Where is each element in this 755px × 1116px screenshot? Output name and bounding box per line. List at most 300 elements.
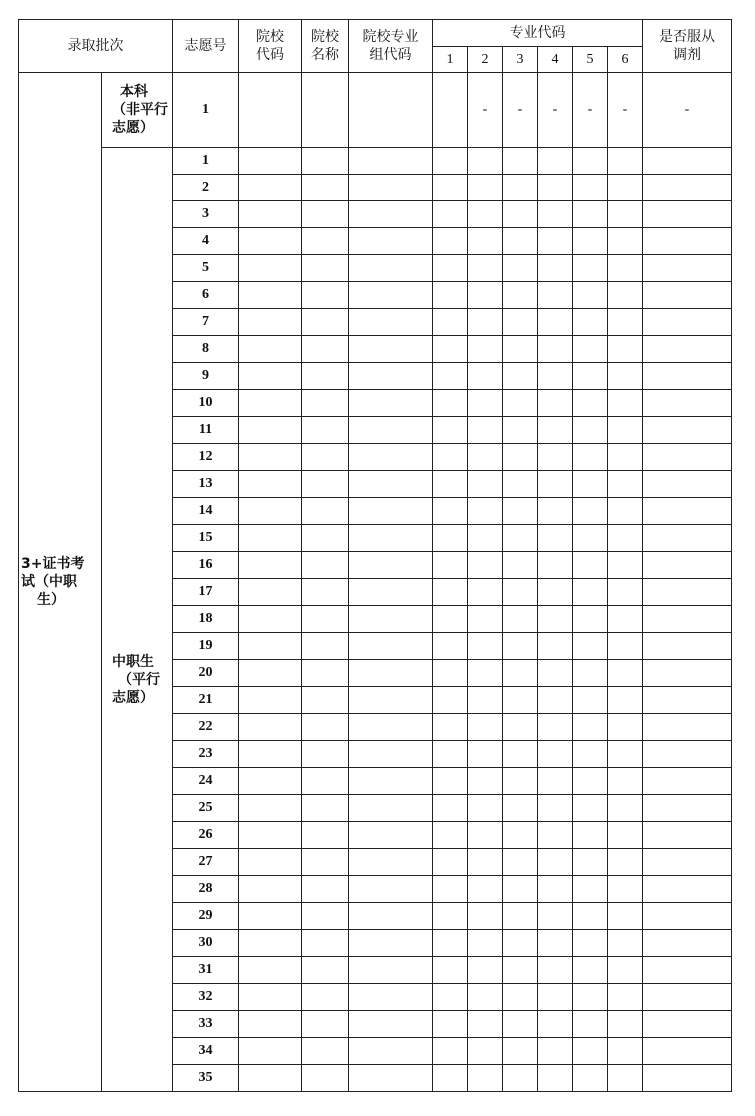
group-code-field[interactable] [349,876,433,903]
group-code-field[interactable] [349,471,433,498]
major-code-field[interactable] [433,1038,468,1065]
adjust-field[interactable] [643,957,732,984]
major-code-field[interactable] [573,687,608,714]
major-code-field[interactable] [433,687,468,714]
school-name-field[interactable] [302,336,349,363]
major-code-field[interactable] [468,741,503,768]
major-code-field[interactable] [468,579,503,606]
major-code-field[interactable] [573,201,608,228]
major-code-field[interactable] [433,795,468,822]
major-code-field[interactable] [468,201,503,228]
adjust-field[interactable] [643,660,732,687]
school-code-field[interactable] [239,1038,302,1065]
school-code-field[interactable] [239,255,302,282]
major-code-field[interactable] [538,768,573,795]
major-code-field[interactable] [503,903,538,930]
adjust-field[interactable] [643,309,732,336]
major-code-field[interactable] [503,1011,538,1038]
major-code-field[interactable] [503,228,538,255]
major-code-field[interactable] [608,1038,643,1065]
major-code-field[interactable] [468,552,503,579]
major-code-field[interactable] [538,957,573,984]
major-code-field[interactable] [433,1065,468,1092]
major-code-field[interactable] [608,363,643,390]
major-code-field[interactable] [608,903,643,930]
major-code-field[interactable] [433,1011,468,1038]
major-code-field[interactable] [468,957,503,984]
school-code-field[interactable] [239,687,302,714]
adjust-field[interactable] [643,1038,732,1065]
major-code-field[interactable] [573,336,608,363]
major-code-field[interactable] [573,903,608,930]
adjust-field[interactable] [643,903,732,930]
adjust-field[interactable] [643,795,732,822]
major-code-field[interactable] [573,768,608,795]
major-code-field[interactable] [573,228,608,255]
school-code-field[interactable] [239,1065,302,1092]
major-code-field[interactable] [538,1011,573,1038]
group-code-field[interactable] [349,903,433,930]
major-code-field[interactable] [608,471,643,498]
adjust-field[interactable] [643,336,732,363]
major-code-field[interactable] [503,579,538,606]
major-code-field[interactable] [433,552,468,579]
school-code-field[interactable] [239,336,302,363]
major-code-field[interactable] [468,417,503,444]
group-code-field[interactable] [349,687,433,714]
school-code-field[interactable] [239,498,302,525]
school-code-field[interactable] [239,903,302,930]
major-code-field[interactable] [573,1038,608,1065]
major-code-field[interactable] [433,903,468,930]
major-code-field[interactable] [468,471,503,498]
major-code-field[interactable] [608,660,643,687]
school-name-field[interactable] [302,498,349,525]
major-code-field[interactable] [503,849,538,876]
major-code-field[interactable] [468,687,503,714]
major-code-field[interactable] [503,1065,538,1092]
major-code-field[interactable] [573,876,608,903]
major-code-field[interactable] [538,714,573,741]
major-code-field[interactable] [433,390,468,417]
adjust-field[interactable] [643,930,732,957]
major-code-field[interactable] [573,957,608,984]
major-code-field[interactable] [503,795,538,822]
school-code-field[interactable] [239,741,302,768]
major-code-field[interactable] [503,552,538,579]
group-code-field[interactable] [349,795,433,822]
major-code-field[interactable] [538,175,573,201]
school-name-field[interactable] [302,552,349,579]
major-code-field[interactable] [608,525,643,552]
major-code-field[interactable] [573,795,608,822]
adjust-field[interactable] [643,525,732,552]
major-code-field[interactable] [573,471,608,498]
major-code-field[interactable] [468,1038,503,1065]
adjust-field[interactable] [643,282,732,309]
major-code-field[interactable] [433,309,468,336]
major-code-field[interactable] [538,876,573,903]
major-code-field[interactable] [573,175,608,201]
major-code-field[interactable] [608,336,643,363]
school-name-field[interactable] [302,148,349,175]
school-name-field[interactable] [302,255,349,282]
adjust-field[interactable] [643,390,732,417]
major-code-field[interactable] [468,336,503,363]
adjust-field[interactable] [643,228,732,255]
adjust-field[interactable] [643,498,732,525]
major-code-field[interactable] [503,822,538,849]
major-code-field[interactable] [468,768,503,795]
school-name-field[interactable] [302,471,349,498]
major-code-field[interactable] [608,1065,643,1092]
school-name-field[interactable] [302,903,349,930]
group-code-field[interactable] [349,714,433,741]
major-code-field[interactable] [468,1011,503,1038]
school-code-field[interactable] [239,309,302,336]
group-code-field[interactable] [349,282,433,309]
adjust-field[interactable] [643,633,732,660]
school-code-field[interactable] [239,1011,302,1038]
major-code-field[interactable] [608,255,643,282]
major-code-field[interactable] [538,444,573,471]
group-code-field[interactable] [349,73,433,148]
major-code-field[interactable] [573,633,608,660]
school-name-field[interactable] [302,660,349,687]
major-code-field[interactable] [608,417,643,444]
major-code-field[interactable] [538,336,573,363]
major-code-field[interactable] [433,849,468,876]
major-code-field[interactable] [433,633,468,660]
school-name-field[interactable] [302,849,349,876]
major-code-field[interactable] [538,363,573,390]
major-code-field[interactable] [538,822,573,849]
major-code-field[interactable] [433,363,468,390]
major-code-field[interactable] [468,795,503,822]
school-code-field[interactable] [239,849,302,876]
major-code-field[interactable] [468,930,503,957]
school-code-field[interactable] [239,228,302,255]
major-code-field[interactable] [468,984,503,1011]
adjust-field[interactable] [643,417,732,444]
major-code-field[interactable] [468,606,503,633]
school-code-field[interactable] [239,795,302,822]
school-code-field[interactable] [239,930,302,957]
school-name-field[interactable] [302,1065,349,1092]
adjust-field[interactable] [643,822,732,849]
major-code-field[interactable] [573,741,608,768]
major-code-field[interactable] [608,687,643,714]
major-code-field[interactable] [608,228,643,255]
major-code-field[interactable] [538,930,573,957]
group-code-field[interactable] [349,822,433,849]
school-code-field[interactable] [239,471,302,498]
group-code-field[interactable] [349,444,433,471]
school-code-field[interactable] [239,579,302,606]
major-code-field[interactable] [538,849,573,876]
major-code-field[interactable] [573,579,608,606]
adjust-field[interactable] [643,444,732,471]
school-name-field[interactable] [302,228,349,255]
major-code-field[interactable] [573,363,608,390]
major-code-field[interactable] [433,336,468,363]
major-code-field[interactable] [433,606,468,633]
major-code-field[interactable] [573,930,608,957]
school-name-field[interactable] [302,930,349,957]
major-code-field[interactable] [433,822,468,849]
school-name-field[interactable] [302,957,349,984]
major-code-field[interactable] [503,984,538,1011]
major-code-field[interactable] [538,579,573,606]
group-code-field[interactable] [349,175,433,201]
major-code-field[interactable] [433,148,468,175]
major-code-field[interactable] [503,471,538,498]
major-code-field[interactable] [538,741,573,768]
major-code-field[interactable] [573,148,608,175]
adjust-field[interactable] [643,687,732,714]
major-code-field[interactable] [433,579,468,606]
major-code-field[interactable] [468,849,503,876]
major-code-field[interactable] [433,984,468,1011]
school-code-field[interactable] [239,148,302,175]
major-code-field[interactable] [503,930,538,957]
major-code-field[interactable] [468,444,503,471]
major-code-field[interactable] [433,228,468,255]
major-code-field[interactable] [503,309,538,336]
major-code-field[interactable] [573,552,608,579]
major-code-field[interactable] [573,390,608,417]
group-code-field[interactable] [349,552,433,579]
major-code-field[interactable] [573,714,608,741]
school-code-field[interactable] [239,525,302,552]
major-code-field[interactable] [433,201,468,228]
group-code-field[interactable] [349,498,433,525]
major-code-field[interactable] [608,282,643,309]
major-code-field[interactable] [573,822,608,849]
school-name-field[interactable] [302,579,349,606]
major-code-field[interactable] [608,849,643,876]
group-code-field[interactable] [349,525,433,552]
major-code-field[interactable] [468,309,503,336]
major-code-field[interactable] [538,687,573,714]
major-code-field[interactable] [538,228,573,255]
major-code-field[interactable] [573,1011,608,1038]
major-code-field[interactable] [503,363,538,390]
school-code-field[interactable] [239,552,302,579]
school-name-field[interactable] [302,73,349,148]
major-code-field[interactable] [608,148,643,175]
group-code-field[interactable] [349,606,433,633]
school-name-field[interactable] [302,175,349,201]
group-code-field[interactable] [349,309,433,336]
adjust-field[interactable] [643,552,732,579]
group-code-field[interactable] [349,1038,433,1065]
school-name-field[interactable] [302,390,349,417]
school-name-field[interactable] [302,768,349,795]
major-code-field[interactable] [608,175,643,201]
school-name-field[interactable] [302,984,349,1011]
school-code-field[interactable] [239,606,302,633]
major-code-field[interactable] [468,876,503,903]
school-code-field[interactable] [239,175,302,201]
major-code-field[interactable] [538,148,573,175]
adjust-field[interactable] [643,363,732,390]
major-code-field[interactable] [503,148,538,175]
school-name-field[interactable] [302,606,349,633]
group-code-field[interactable] [349,1065,433,1092]
major-code-field[interactable] [433,471,468,498]
group-code-field[interactable] [349,741,433,768]
school-code-field[interactable] [239,633,302,660]
major-code-field[interactable] [433,930,468,957]
major-code-field[interactable] [608,957,643,984]
major-code-field[interactable] [608,552,643,579]
school-code-field[interactable] [239,201,302,228]
major-code-field[interactable] [573,849,608,876]
major-code-field[interactable] [538,984,573,1011]
major-code-field[interactable] [538,309,573,336]
adjust-field[interactable] [643,606,732,633]
major-code-field[interactable] [608,606,643,633]
major-code-field[interactable] [468,714,503,741]
major-code-field[interactable] [573,309,608,336]
major-code-field[interactable] [608,768,643,795]
school-name-field[interactable] [302,741,349,768]
school-code-field[interactable] [239,73,302,148]
adjust-field[interactable] [643,768,732,795]
group-code-field[interactable] [349,660,433,687]
group-code-field[interactable] [349,201,433,228]
major-code-field[interactable] [503,741,538,768]
school-code-field[interactable] [239,660,302,687]
school-name-field[interactable] [302,201,349,228]
major-code-field[interactable] [468,903,503,930]
major-code-field[interactable] [608,390,643,417]
major-code-field[interactable] [573,498,608,525]
group-code-field[interactable] [349,148,433,175]
group-code-field[interactable] [349,957,433,984]
school-code-field[interactable] [239,876,302,903]
major-code-field[interactable] [608,309,643,336]
school-name-field[interactable] [302,444,349,471]
major-code-field[interactable] [468,660,503,687]
school-code-field[interactable] [239,984,302,1011]
major-code-field[interactable] [503,525,538,552]
adjust-field[interactable] [643,984,732,1011]
major-code-field[interactable] [433,660,468,687]
major-code-field[interactable] [468,228,503,255]
major-code-field[interactable] [433,417,468,444]
school-code-field[interactable] [239,768,302,795]
major-code-field[interactable] [468,1065,503,1092]
major-code-field[interactable] [608,1011,643,1038]
adjust-field[interactable] [643,849,732,876]
school-name-field[interactable] [302,876,349,903]
major-code-field[interactable] [468,498,503,525]
group-code-field[interactable] [349,417,433,444]
school-name-field[interactable] [302,687,349,714]
major-code-field[interactable] [538,660,573,687]
group-code-field[interactable] [349,849,433,876]
group-code-field[interactable] [349,255,433,282]
adjust-field[interactable] [643,876,732,903]
adjust-field[interactable] [643,255,732,282]
school-code-field[interactable] [239,957,302,984]
school-name-field[interactable] [302,525,349,552]
major-code-field[interactable] [503,687,538,714]
school-code-field[interactable] [239,282,302,309]
major-code-field[interactable] [573,525,608,552]
group-code-field[interactable] [349,228,433,255]
major-code-field[interactable] [468,390,503,417]
major-code-field[interactable] [573,282,608,309]
major-code-field[interactable] [573,444,608,471]
major-code-field[interactable] [538,1065,573,1092]
major-code-field[interactable] [503,714,538,741]
school-name-field[interactable] [302,633,349,660]
major-code-field[interactable] [608,822,643,849]
major-code-field[interactable] [503,282,538,309]
major-code-field[interactable] [538,633,573,660]
adjust-field[interactable] [643,579,732,606]
major-code-field[interactable] [468,148,503,175]
group-code-field[interactable] [349,579,433,606]
major-code-field[interactable] [608,444,643,471]
major-code-field[interactable] [468,525,503,552]
major-code-field[interactable] [503,606,538,633]
school-name-field[interactable] [302,1011,349,1038]
major-code-field[interactable] [503,255,538,282]
major-code-field[interactable] [433,957,468,984]
major-code-field[interactable] [573,660,608,687]
major-code-field[interactable] [503,633,538,660]
major-code-field[interactable] [608,498,643,525]
major-code-field[interactable] [468,633,503,660]
group-code-field[interactable] [349,768,433,795]
major-code-field[interactable] [503,1038,538,1065]
adjust-field[interactable] [643,741,732,768]
school-code-field[interactable] [239,390,302,417]
major-code-field[interactable] [468,822,503,849]
school-name-field[interactable] [302,309,349,336]
major-code-field[interactable] [503,957,538,984]
major-code-field[interactable] [538,552,573,579]
school-code-field[interactable] [239,444,302,471]
major-code-field[interactable] [608,930,643,957]
major-code-field[interactable] [573,606,608,633]
major-code-field[interactable] [433,741,468,768]
school-code-field[interactable] [239,822,302,849]
major-code-field[interactable] [433,255,468,282]
group-code-field[interactable] [349,1011,433,1038]
major-code-field[interactable] [503,175,538,201]
major-code-field[interactable] [608,633,643,660]
adjust-field[interactable] [643,1065,732,1092]
major-code-field[interactable] [573,984,608,1011]
major-code-field[interactable] [573,255,608,282]
major-code-field[interactable] [538,498,573,525]
major-code-field[interactable] [573,417,608,444]
major-code-field[interactable] [503,660,538,687]
major-code-field[interactable] [433,498,468,525]
group-code-field[interactable] [349,363,433,390]
major-code-field[interactable] [433,444,468,471]
major-code-field[interactable] [538,471,573,498]
major-code-field[interactable] [538,201,573,228]
major-code-field[interactable] [503,201,538,228]
major-code-field[interactable] [573,1065,608,1092]
major-code-field[interactable] [468,175,503,201]
